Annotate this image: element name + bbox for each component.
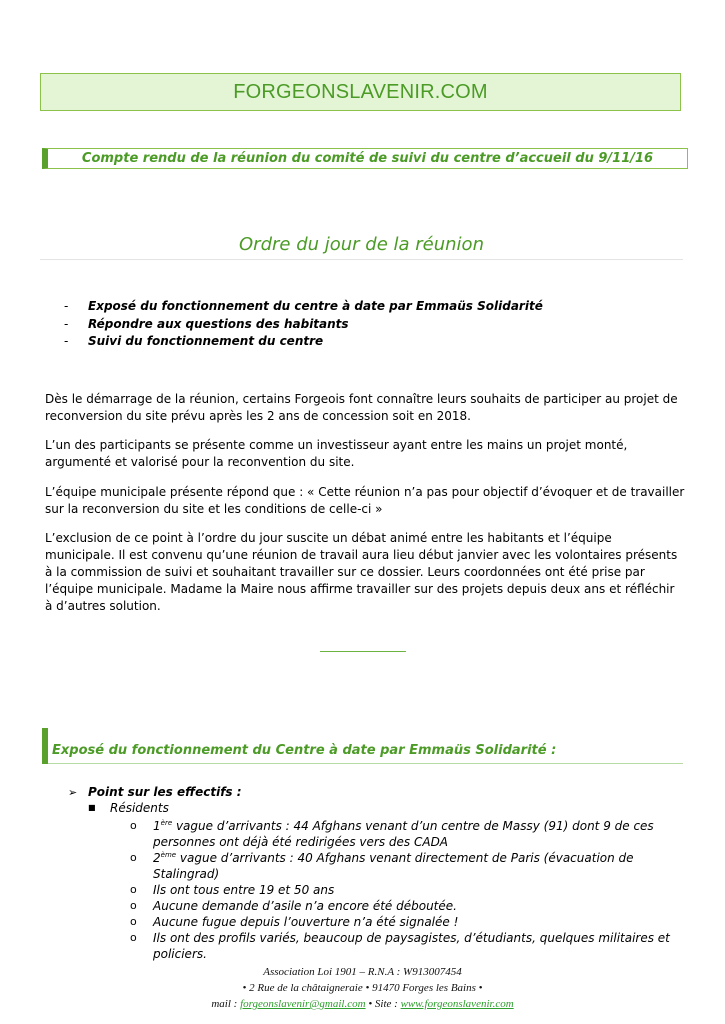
point-heading: ➢ Point sur les effectifs : [68, 785, 242, 799]
list-item: o 2ème vague d’arrivants : 40 Afghans venant directement de Paris (évacuation de Stalingrad) [130, 851, 634, 881]
circle-bullet-icon: o [130, 883, 137, 896]
report-subtitle-box [42, 148, 688, 169]
dash-bullet-icon: - [64, 334, 69, 349]
list-item: o Aucune demande d’asile n’a encore été déboutée. [130, 899, 457, 913]
list-item: o Aucune fugue depuis l’ouverture n’a été signalée ! [130, 915, 459, 929]
site-title: FORGEONSLAVENIR.COM [233, 81, 488, 103]
footer-association: Association Loi 1901 – R.N.A : W913007454 [263, 966, 462, 978]
circle-bullet-icon: o [130, 899, 137, 912]
paragraph: L’un des participants se présente comme un investisseur ayant entre les mains un projet monté, argumenté et valorisé pour la reconvention du site. [45, 438, 628, 469]
square-bullet-icon: ■ [88, 803, 96, 812]
agenda-item: - Suivi du fonctionnement du centre [60, 333, 680, 351]
website-link[interactable]: www.forgeonslavenir.com [400, 998, 514, 1010]
circle-bullet-icon: o [130, 851, 137, 864]
footer-address: • 2 Rue de la châtaigneraie • 91470 Forges les Bains • [242, 982, 483, 994]
section-accent-bar [42, 728, 48, 764]
paragraph: Dès le démarrage de la réunion, certains Forgeois font connaître leurs souhaits de participer au projet de reconversion du site prévu après les 2 ans de concession soit en 2018. [45, 392, 678, 423]
agenda-list [60, 298, 680, 351]
email-link[interactable]: forgeonslavenir@gmail.com [240, 998, 366, 1010]
dash-bullet-icon: - [64, 316, 69, 331]
paragraph: L’exclusion de ce point à l’ordre du jour suscite un débat animé entre les habitants et l’équipe municipale. Il est convenu qu’une réunion de travail aura lieu début janvier avec les volontaires présents à la commission de suivi et souhaitant travailler sur ce dossier. Leurs coordonnées ont été prise par l’équipe municipale. Madame la Maire nous affirme travailler sur des projets depuis deux ans et réfléchir à d’autres solution. [45, 531, 678, 613]
list-item: o Ils ont tous entre 19 et 50 ans [130, 883, 335, 897]
list-item: o Ils ont des profils variés, beaucoup de paysagistes, d’étudiants, quelques militaires et policiers. [130, 931, 670, 961]
section-divider [48, 763, 683, 764]
circle-bullet-icon: o [130, 915, 137, 928]
residents-list [130, 818, 690, 962]
footer-contact: mail : forgeonslavenir@gmail.com • Site : www.forgeonslavenir.com [211, 998, 514, 1010]
agenda-item: - Exposé du fonctionnement du centre à date par Emmaüs Solidarité [60, 298, 680, 316]
agenda-heading: Ordre du jour de la réunion [239, 234, 484, 255]
report-subtitle: Compte rendu de la réunion du comité de suivi du centre d’accueil du 9/11/16 [81, 151, 654, 166]
list-item: o 1ère vague d’arrivants : 44 Afghans venant d’un centre de Massy (91) dont 9 de ces personnes ont déjà été redirigées vers des CADA [130, 819, 654, 849]
circle-bullet-icon: o [130, 819, 137, 832]
agenda-divider [40, 259, 683, 260]
section-heading: Exposé du fonctionnement du Centre à date par Emmaüs Solidarité : [52, 743, 557, 758]
category-heading: ■ Résidents [88, 801, 169, 815]
page-footer [40, 964, 685, 1012]
agenda-item: - Répondre aux questions des habitants [60, 316, 680, 334]
dash-bullet-icon: - [64, 299, 69, 313]
circle-bullet-icon: o [130, 931, 137, 944]
section-separator [320, 651, 406, 652]
arrow-bullet-icon: ➢ [68, 786, 78, 799]
paragraph: L’équipe municipale présente répond que : « Cette réunion n’a pas pour objectif d’évoquer et de travailler sur la reconversion du site et les conditions de celle-ci » [45, 485, 685, 516]
site-header-banner [40, 73, 681, 111]
